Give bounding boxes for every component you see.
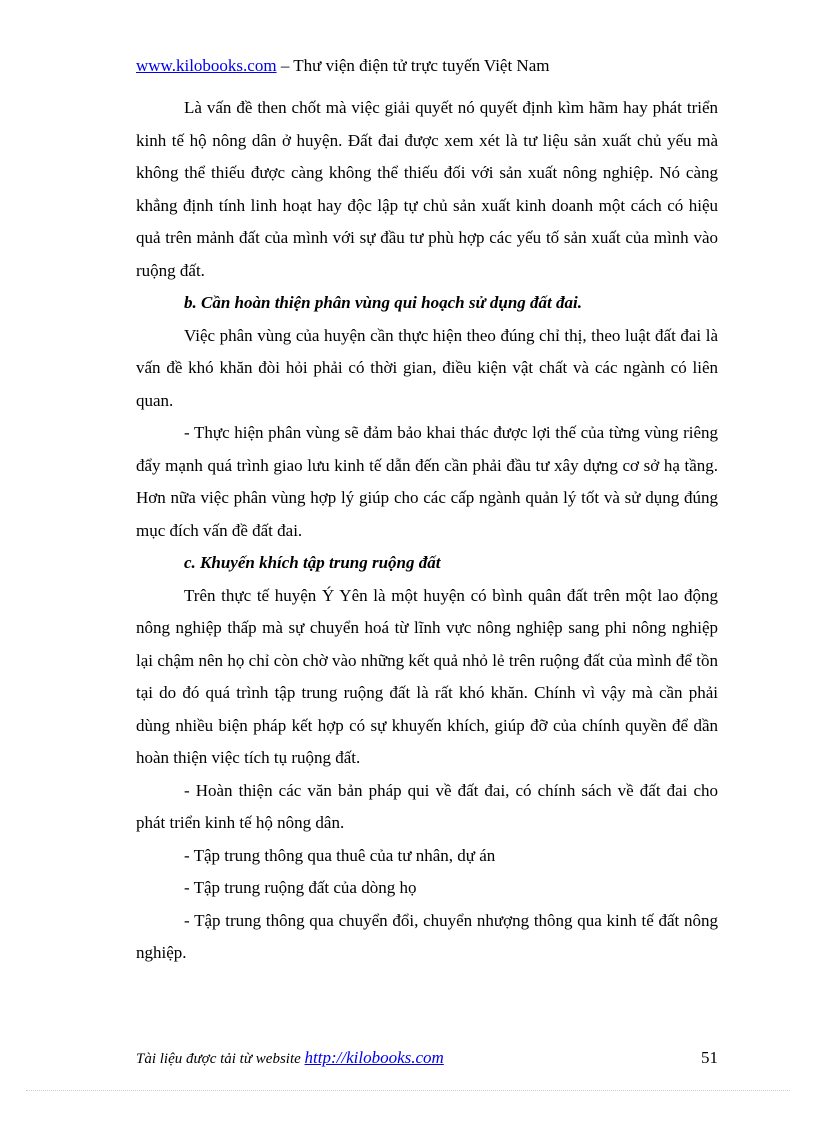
footer-link[interactable]: http://kilobooks.com	[304, 1048, 444, 1067]
page-footer	[136, 1046, 718, 1070]
section-heading-c: c. Khuyến khích tập trung ruộng đất	[184, 553, 441, 572]
list-item: - Tập trung thông qua chuyển đổi, chuyển nhượng thông qua kinh tế đất nông nghiệp.	[136, 910, 718, 962]
page-header	[136, 54, 549, 78]
page-bottom-divider	[26, 1090, 790, 1091]
section-heading-b: b. Cần hoàn thiện phân vùng qui hoạch sử dụng đất đai.	[184, 293, 583, 312]
site-link[interactable]: www.kilobooks.com	[136, 56, 277, 75]
paragraph-zoning-benefits: - Thực hiện phân vùng sẽ đảm bảo khai thác được lợi thế của từng vùng riêng đẩy mạnh quá trình giao lưu kinh tế dẫn đến cần phải đầu tư xây dựng cơ sở hạ tầng. Hơn nữa việc phân vùng hợp lý giúp cho các cấp ngành quản lý tốt và sử dụng đúng mục đích vấn đề đất đai.	[136, 423, 718, 540]
footer-note-text: Tài liệu được tải từ website	[136, 1051, 305, 1067]
header-tagline: – Thư viện điện tử trực tuyến Việt Nam	[276, 56, 550, 75]
paragraph-intro: Là vấn đề then chốt mà việc giải quyết nó quyết định kìm hãm hay phát triển kinh tế hộ nông dân ở huyện. Đất đai được xem xét là tư liệu sản xuất chủ yếu mà không thể thiếu được càng không thể thiếu đối với sản xuất nông nghiệp. Nó càng khẳng định tính linh hoạt hay độc lập tự chủ sản xuất kinh doanh một cách có hiệu quả trên mảnh đất của mình với sự đầu tư phù hợp các yếu tố sản xuất của mình vào ruộng đất.	[136, 98, 718, 280]
list-item: - Tập trung ruộng đất của dòng họ	[184, 878, 417, 897]
footer-note	[136, 1046, 444, 1071]
page-number: 51	[701, 1048, 718, 1067]
document-body	[136, 92, 718, 970]
list-item: - Tập trung thông qua thuê của tư nhân, dự án	[184, 845, 496, 865]
paragraph-zoning: Việc phân vùng của huyện cần thực hiện theo đúng chỉ thị, theo luật đất đai là vấn đề khó khăn đòi hỏi phải có thời gian, điều kiện vật chất và các ngành có liên quan.	[136, 325, 718, 410]
list-item: - Hoàn thiện các văn bản pháp qui về đất đai, có chính sách về đất đai cho phát triển kinh tế hộ nông dân.	[136, 780, 718, 832]
paragraph-land-consolidation: Trên thực tế huyện Ý Yên là một huyện có bình quân đất trên một lao động nông nghiệp thấp mà sự chuyển hoá từ lĩnh vực nông nghiệp sang phi nông nghiệp lại chậm nên họ chỉ còn chờ vào những kết quả nhỏ lẻ trên ruộng đất của mình để tồn tại do đó quá trình tập trung ruộng đất là rất khó khăn. Chính vì vậy mà cần phải dùng nhiều biện pháp kết hợp có sự khuyến khích, giúp đỡ của chính quyền để dần hoàn thiện việc tích tụ ruộng đất.	[136, 585, 718, 767]
